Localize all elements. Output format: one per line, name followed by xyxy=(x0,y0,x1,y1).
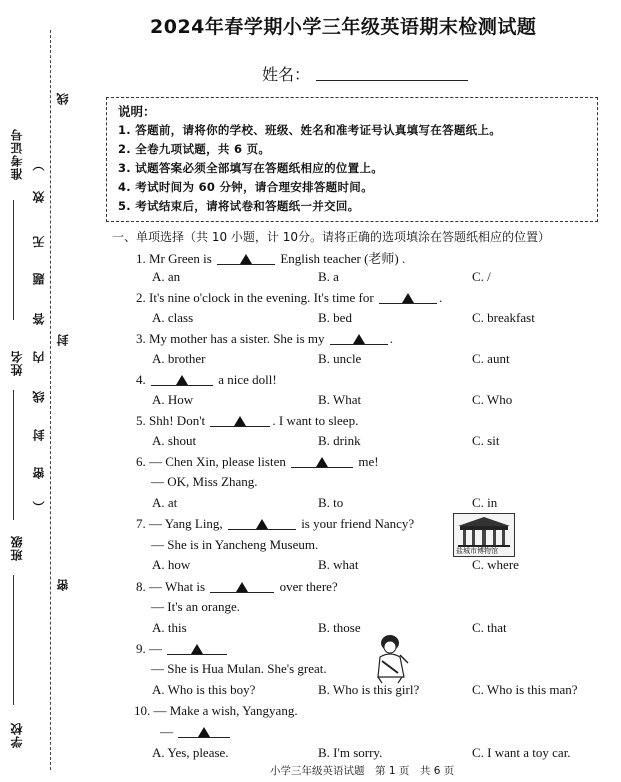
question-text: — What is xyxy=(149,579,206,594)
question-number: 10. xyxy=(134,703,151,718)
instruction-item: 4. 考试时间为 60 分钟，请合理安排答题时间。 xyxy=(118,180,373,194)
binding-char-feng-top: 封 xyxy=(56,333,70,346)
option-b[interactable]: B. a xyxy=(318,269,339,284)
option-b[interactable]: B. to xyxy=(318,495,344,510)
name-label: 姓名： xyxy=(262,65,311,84)
question-number: 1. xyxy=(136,251,146,266)
answer-blank[interactable] xyxy=(291,454,353,468)
option-c[interactable]: C. sit xyxy=(472,433,500,448)
question-reply: — She is Hua Mulan. She's great. xyxy=(151,661,327,676)
question-reply: — She is in Yancheng Museum. xyxy=(151,537,319,552)
binding-char-mi-lower: 密 xyxy=(56,578,70,591)
option-c[interactable]: C. that xyxy=(472,620,507,635)
option-b[interactable]: B. Who is this girl? xyxy=(318,682,420,697)
option-b[interactable]: B. bed xyxy=(318,310,352,325)
triangle-icon xyxy=(191,644,203,654)
option-a[interactable]: A. at xyxy=(152,495,178,510)
option-c[interactable]: C. aunt xyxy=(472,351,510,366)
binding-char-wu: 无 xyxy=(32,235,46,248)
exam-number-label: 准考证号 xyxy=(10,128,24,180)
answer-blank[interactable] xyxy=(228,516,296,530)
triangle-icon xyxy=(240,254,252,264)
question-text: Mr Green is xyxy=(149,251,212,266)
question-text: My mother has a sister. She is my xyxy=(149,331,325,346)
triangle-icon xyxy=(402,293,414,303)
question-number: 7. xyxy=(136,516,146,531)
question-text-after: a nice doll! xyxy=(218,372,277,387)
page-footer: 小学三年级英语试题 第 1 页 共 6 页 xyxy=(270,765,455,777)
student-name-label: 姓名 xyxy=(10,350,24,376)
binding-paren-open: （ xyxy=(32,500,46,513)
triangle-icon xyxy=(176,375,188,385)
option-a[interactable]: A. how xyxy=(152,557,191,572)
question-text: Shh! Don't xyxy=(149,413,206,428)
option-a[interactable]: A. brother xyxy=(152,351,206,366)
answer-blank[interactable] xyxy=(151,372,213,386)
question-6 xyxy=(136,454,379,470)
question-number: 3. xyxy=(136,331,146,346)
option-a[interactable]: A. Yes, please. xyxy=(152,745,229,760)
question-reply: — OK, Miss Zhang. xyxy=(151,474,258,489)
question-text: — xyxy=(149,641,162,656)
instructions-title: 说明： xyxy=(118,104,156,119)
binding-paren-close: ） xyxy=(32,158,46,171)
triangle-icon xyxy=(316,457,328,467)
question-text-after: . xyxy=(438,290,443,305)
answer-blank[interactable] xyxy=(210,579,274,593)
student-name-line xyxy=(13,390,14,520)
question-10 xyxy=(134,703,298,719)
option-c[interactable]: C. / xyxy=(472,269,491,284)
question-text-after: English teacher (老师) . xyxy=(280,251,406,266)
option-c[interactable]: C. Who xyxy=(472,392,513,407)
question-text: It's nine o'clock in the evening. It's time for xyxy=(149,290,374,305)
option-c[interactable]: C. where xyxy=(472,557,519,572)
binding-char-ti: 题 xyxy=(32,272,46,285)
question-2 xyxy=(136,290,442,306)
option-c[interactable]: C. I want a toy car. xyxy=(472,745,571,760)
hua-mulan-picture xyxy=(372,633,412,685)
option-b[interactable]: B. what xyxy=(318,557,359,572)
option-c[interactable]: C. in xyxy=(472,495,498,510)
triangle-icon xyxy=(234,416,246,426)
question-number: 4. xyxy=(136,372,146,387)
option-a[interactable]: A. How xyxy=(152,392,194,407)
question-text-after: is your friend Nancy? xyxy=(301,516,415,531)
question-text: — Make a wish, Yangyang. xyxy=(153,703,298,718)
binding-char-xiao: 效 xyxy=(32,190,46,203)
question-text-after: over there? xyxy=(279,579,338,594)
option-a[interactable]: A. shout xyxy=(152,433,197,448)
question-3 xyxy=(136,331,393,347)
question-number: 5. xyxy=(136,413,146,428)
school-label: 学校 xyxy=(10,722,24,748)
option-a[interactable]: A. this xyxy=(152,620,187,635)
option-b[interactable]: B. drink xyxy=(318,433,361,448)
triangle-icon xyxy=(256,519,268,529)
binding-char-mi: 密 xyxy=(32,466,46,479)
option-a[interactable]: A. class xyxy=(152,310,194,325)
binding-char-nei: 内 xyxy=(32,350,46,363)
question-7 xyxy=(136,516,414,532)
binding-char-line-top: 线 xyxy=(56,92,70,105)
option-c[interactable]: C. Who is this man? xyxy=(472,682,578,697)
question-9 xyxy=(136,641,229,657)
question-number: 8. xyxy=(136,579,146,594)
option-a[interactable]: A. Who is this boy? xyxy=(152,682,256,697)
option-b[interactable]: B. uncle xyxy=(318,351,362,366)
question-text: — Chen Xin, please listen xyxy=(149,454,286,469)
option-b[interactable]: B. those xyxy=(318,620,361,635)
instruction-item: 1. 答题前，请将你的学校、班级、姓名和准考证号认真填写在答题纸上。 xyxy=(118,123,502,137)
question-4 xyxy=(136,372,277,388)
question-number: 9. xyxy=(136,641,146,656)
question-text: — Yang Ling, xyxy=(149,516,223,531)
answer-blank[interactable] xyxy=(217,251,275,265)
question-1 xyxy=(136,248,405,267)
answer-blank[interactable] xyxy=(210,413,270,427)
museum-picture xyxy=(453,513,515,557)
answer-blank[interactable] xyxy=(330,331,388,345)
class-line xyxy=(13,575,14,705)
binding-char-xian: 线 xyxy=(32,390,46,403)
triangle-icon xyxy=(236,582,248,592)
option-b[interactable]: B. I'm sorry. xyxy=(318,745,383,760)
question-text-after: . xyxy=(389,331,393,346)
question-number: 2. xyxy=(136,290,146,305)
exam-number-line xyxy=(13,200,14,320)
question-text-after: . I want to sleep. xyxy=(272,413,359,428)
answer-blank[interactable] xyxy=(379,290,437,304)
section-heading: 一、单项选择（共 10 小题，计 10分。请将正确的选项填涂在答题纸相应的位置） xyxy=(112,230,550,244)
binding-char-feng: 封 xyxy=(32,428,46,441)
option-c[interactable]: C. breakfast xyxy=(472,310,535,325)
museum-label: 盐城市博物馆 xyxy=(456,547,498,555)
instruction-item: 5. 考试结束后，请将试卷和答题纸一并交回。 xyxy=(118,199,360,213)
page-title: 2024年春学期小学三年级英语期末检测试题 xyxy=(150,16,537,38)
option-b[interactable]: B. What xyxy=(318,392,362,407)
instruction-item: 3. 试题答案必须全部填写在答题纸相应的位置上。 xyxy=(118,161,384,175)
answer-blank[interactable] xyxy=(167,641,227,655)
hua-mulan-icon xyxy=(372,633,412,685)
question-number: 6. xyxy=(136,454,146,469)
option-a[interactable]: A. an xyxy=(152,269,181,284)
instruction-item: 2. 全卷九项试题，共 6 页。 xyxy=(118,142,271,156)
question-reply xyxy=(160,724,232,740)
triangle-icon xyxy=(198,727,210,737)
name-input-line[interactable] xyxy=(316,80,468,81)
reply-dash: — xyxy=(160,724,173,739)
question-8 xyxy=(136,579,338,595)
answer-blank[interactable] xyxy=(178,724,230,738)
binding-char-da: 答 xyxy=(32,312,46,325)
binding-dashed-line xyxy=(50,30,51,770)
question-reply: — It's an orange. xyxy=(151,599,240,614)
class-label: 班级 xyxy=(10,535,24,561)
triangle-icon xyxy=(353,334,365,344)
question-text-after: me! xyxy=(358,454,379,469)
question-5 xyxy=(136,413,358,429)
